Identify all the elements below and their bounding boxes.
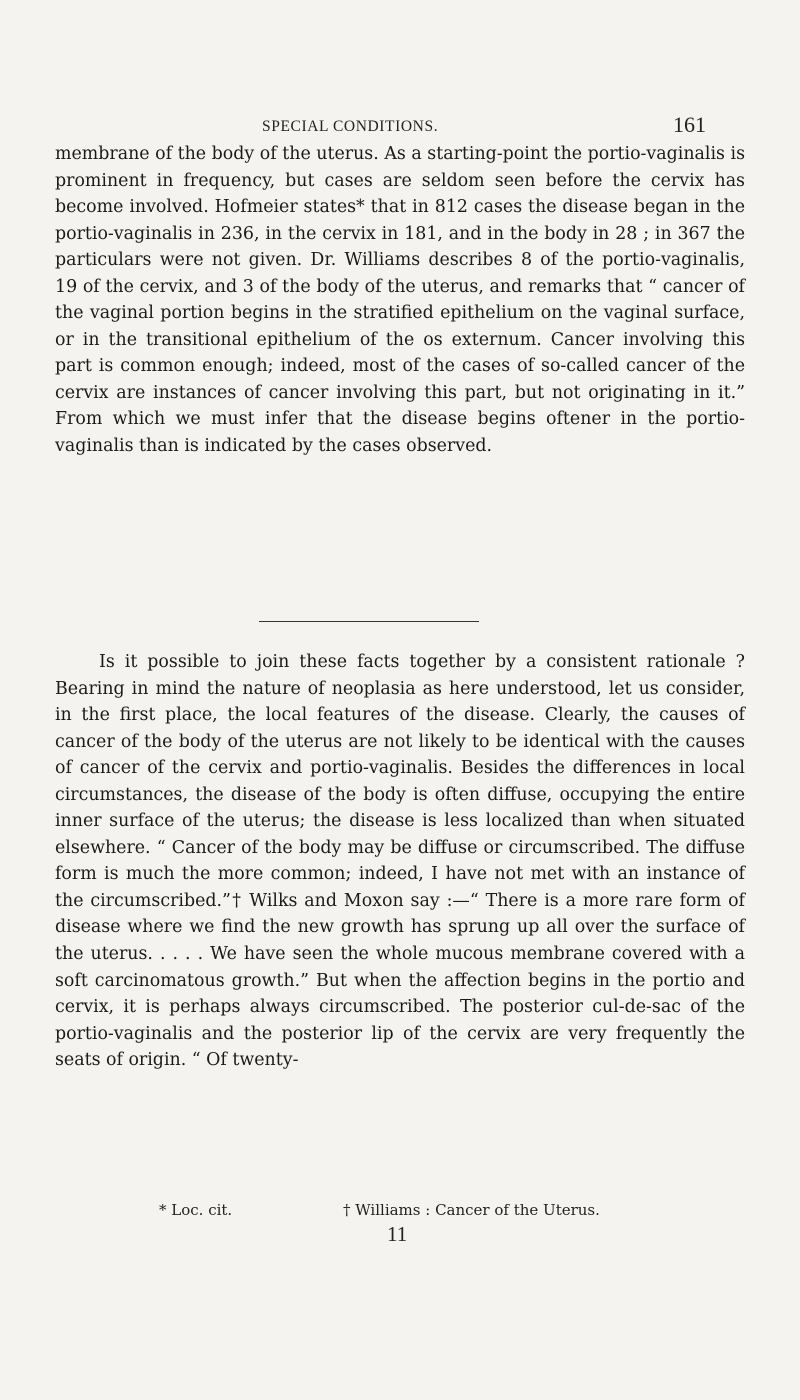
running-head: SPECIAL CONDITIONS. xyxy=(262,118,439,135)
section-divider xyxy=(259,621,479,622)
page-number: 161 xyxy=(673,112,706,137)
paragraph-1: membrane of the body of the uterus. As a starting-point the portio-vaginalis is prominent in frequency, but cases are seldom seen before the cervix has become involved. Hofmeier states* that in 812 cases the disease began in the portio-vaginalis in 236, in the cervix in 181, and in the body in 28 ; in 367 the particulars were not given. Dr. Williams describes 8 of the portio-vaginalis, 19 of the cervix, and 3 of the body of the uterus, and remarks that “ cancer of the vaginal portion begins in the stratified epithelium on the vaginal surface, or in the transitional epithelium of the os externum. Cancer involving this part is common enough; indeed, most of the cases of so-called cancer of the cervix are instances of cancer involving this part, but not originating in it.” From which we must infer that the disease begins oftener in the portio-vaginalis than is indicated by the cases observed. xyxy=(55,144,745,457)
paragraph-2: Is it possible to join these facts together by a consistent rationale ? Bearing in mind the nature of neoplasia as here understood, let us consider, in the first place, the local features of the disease. Clearly, the causes of cancer of the body of the uterus are not likely to be identical with the causes of cancer of the cervix and portio-vaginalis. Besides the differences in local circumstances, the disease of the body is often diffuse, occupying the entire inner surface of the uterus; the disease is less localized than when situated elsewhere. “ Cancer of the body may be diffuse or circumscribed. The diffuse form is much the more common; indeed, I have not met with an instance of the circumscribed.”† Wilks and Moxon say :—“ There is a more rare form of disease where we find the new growth has sprung up all over the surface of the uterus. . . . . We have seen the whole mucous membrane covered with a soft carcinomatous growth.” But when the affection begins in the portio and cervix, it is perhaps always circumscribed. The posterior cul-de-sac of the portio-vaginalis and the posterior lip of the cervix are very frequently the seats of origin. “ Of twenty- xyxy=(55,652,745,1071)
signature-mark: 11 xyxy=(387,1222,408,1246)
footnote-1: * Loc. cit. xyxy=(159,1201,233,1219)
footnote-2: † Williams : Cancer of the Uterus. xyxy=(343,1201,600,1219)
